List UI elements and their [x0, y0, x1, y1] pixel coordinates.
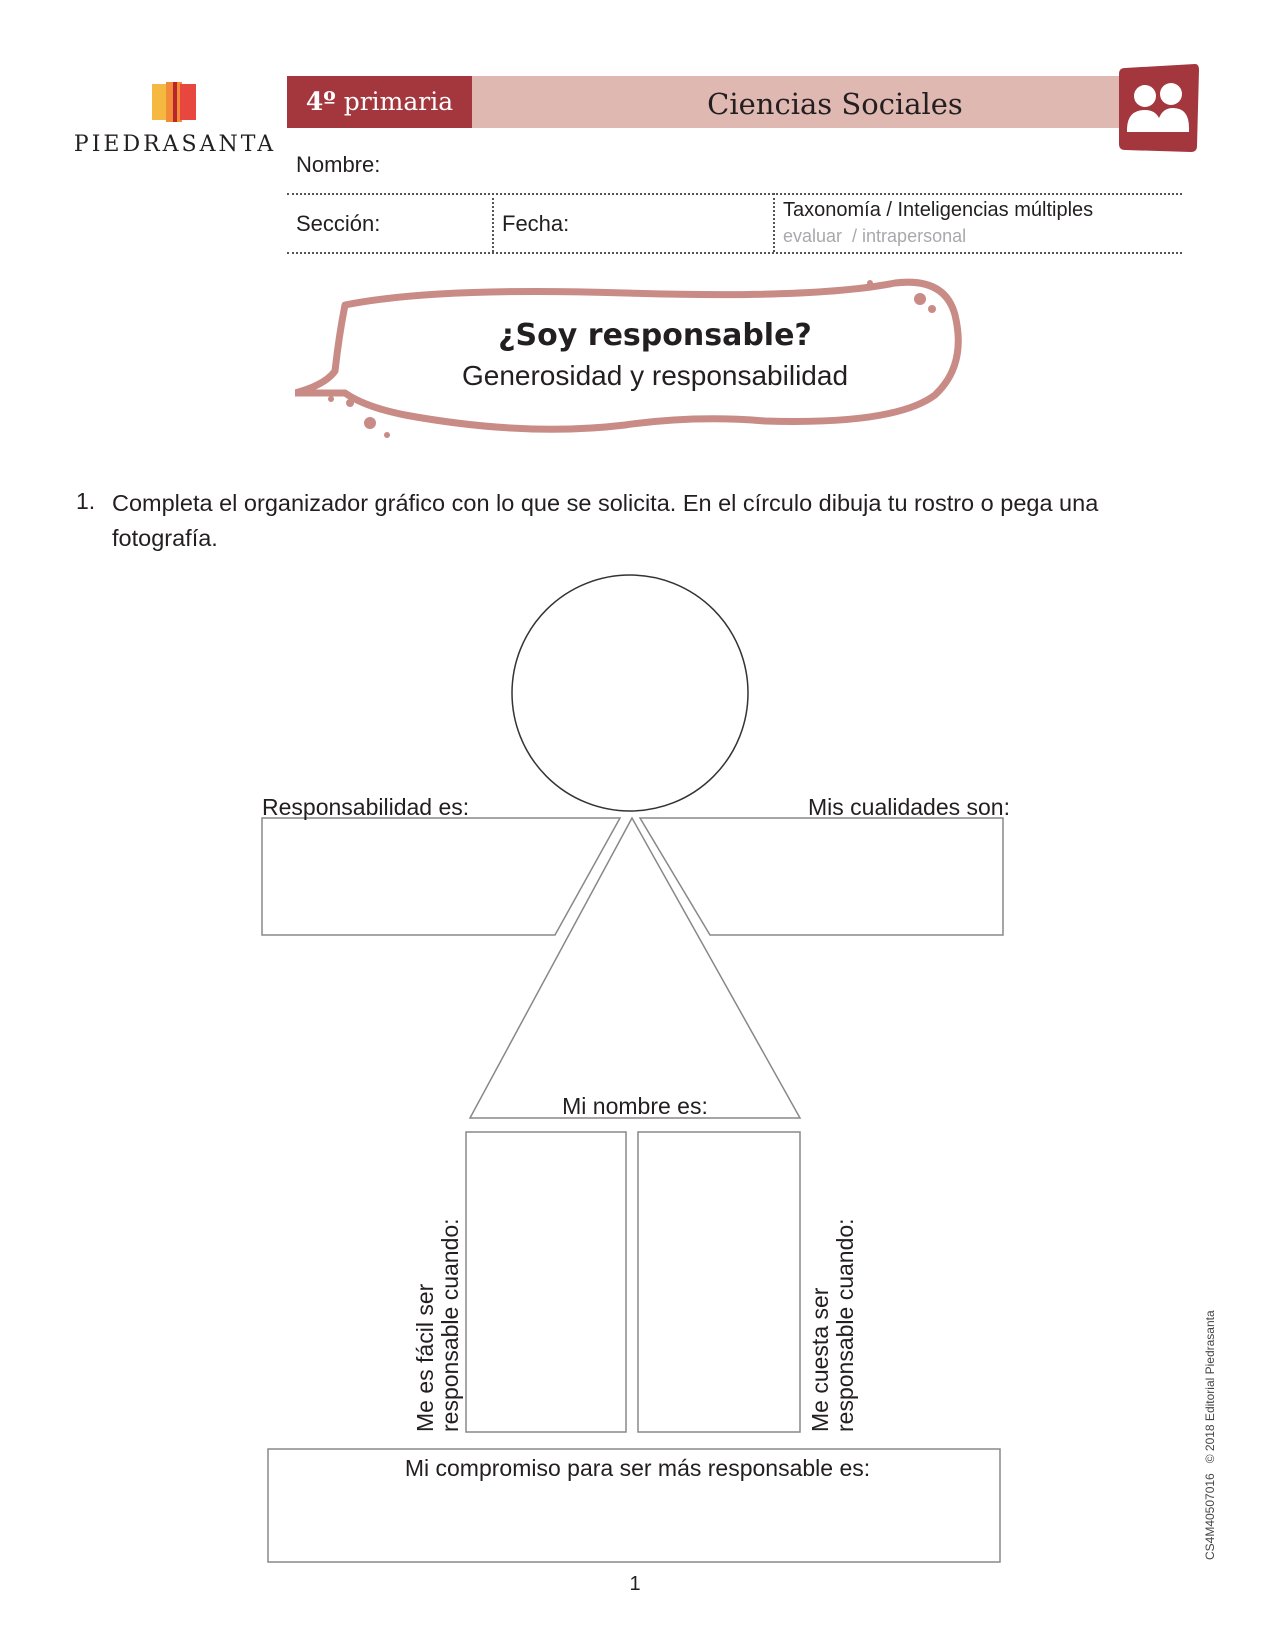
page-number: 1 [629, 1573, 641, 1595]
left-leg-box[interactable] [466, 1132, 626, 1432]
right-arm-label: Mis cualidades son: [808, 794, 1010, 820]
right-leg-box[interactable] [638, 1132, 800, 1432]
question-number: 1. [76, 488, 96, 514]
left-leg-label-line1: Me es fácil ser [412, 1283, 438, 1432]
left-leg-label-line2: responsable cuando: [437, 1218, 463, 1432]
nombre-label: Nombre: [296, 152, 381, 177]
publisher-name: PIEDRASANTA [73, 132, 277, 157]
fecha-label: Fecha: [502, 211, 570, 236]
grade-text: primaria [343, 87, 454, 116]
body-triangle[interactable] [470, 818, 800, 1118]
face-circle[interactable] [512, 575, 748, 811]
subject-title: Ciencias Sociales [707, 87, 963, 121]
left-arm-label: Responsabilidad es: [262, 794, 470, 820]
left-leg-label [413, 1218, 463, 1432]
seccion-label: Sección: [296, 211, 381, 236]
right-leg-label-line2: responsable cuando: [832, 1218, 858, 1432]
activity-title: ¿Soy responsable? [498, 318, 812, 353]
left-arm-box[interactable] [262, 818, 620, 935]
right-leg-label [808, 1218, 858, 1432]
taxonomy-title: Taxonomía / Inteligencias múltiples [783, 199, 1094, 221]
copyright-code: CS4M40507016 © 2018 Editorial Piedrasanta [1203, 1310, 1217, 1560]
grade-number: 4º [305, 87, 336, 116]
commitment-label: Mi compromiso para ser más responsable es: [404, 1455, 871, 1481]
right-arm-box[interactable] [640, 818, 1003, 935]
taxonomy-values: evaluar / intrapersonal [783, 226, 967, 246]
body-label: Mi nombre es: [562, 1093, 708, 1119]
right-leg-label-line1: Me cuesta ser [807, 1287, 833, 1432]
activity-subtitle: Generosidad y responsabilidad [461, 360, 849, 391]
question-text: Completa el organizador gráfico con lo que se solicita. En el círculo dibuja tu rostro o pega una fotografía. [112, 490, 1099, 551]
